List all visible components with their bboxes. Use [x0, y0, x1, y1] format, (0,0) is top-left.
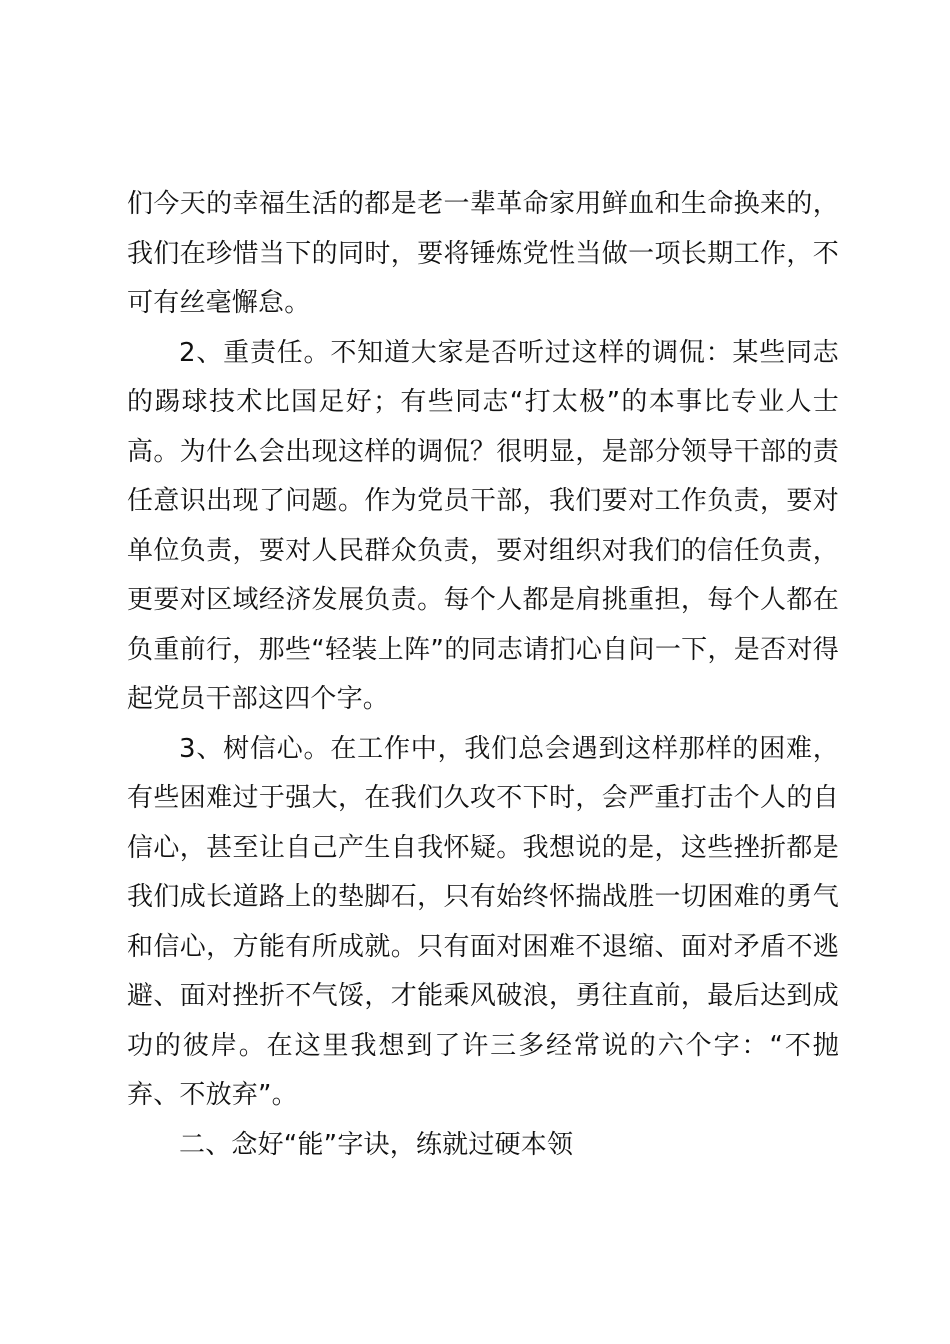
section-heading: 二、念好“能”字诀，练就过硬本领 — [179, 1129, 574, 1160]
document-body — [127, 180, 839, 1170]
paragraph-responsibility: 2、重责任。不知道大家是否听过这样的调侃：某些同志的踢球技术比国足好；有些同志“打太极”的本事比专业人士高。为什么会出现这样的调侃？很明显，是部分领导干部的责任意识出现了问题。作为党员干部，我们要对工作负责，要对单位负责，要对人民群众负责，要对组织对我们的信任负责，更要对区域经济发展负责。每个人都是肩挑重担，每个人都在负重前行，那些“轻装上阵”的同志请扪心自问一下，是否对得起党员干部这四个字。 — [127, 337, 839, 714]
paragraph-continued: 们今天的幸福生活的都是老一辈革命家用鲜血和生命换来的，我们在珍惜当下的同时，要将锤炼党性当做一项长期工作，不可有丝毫懈怠。 — [127, 189, 839, 318]
paragraph-confidence: 3、树信心。在工作中，我们总会遇到这样那样的困难，有些困难过于强大，在我们久攻不下时，会严重打击个人的自信心，甚至让自己产生自我怀疑。我想说的是，这些挫折都是我们成长道路上的垫脚石，只有始终怀揣战胜一切困难的勇气和信心，方能有所成就。只有面对困难不退缩、面对矛盾不逃避、面对挫折不气馁，才能乘风破浪，勇往直前，最后达到成功的彼岸。在这里我想到了许三多经常说的六个字：“不抛弃、不放弃”。 — [127, 733, 839, 1110]
